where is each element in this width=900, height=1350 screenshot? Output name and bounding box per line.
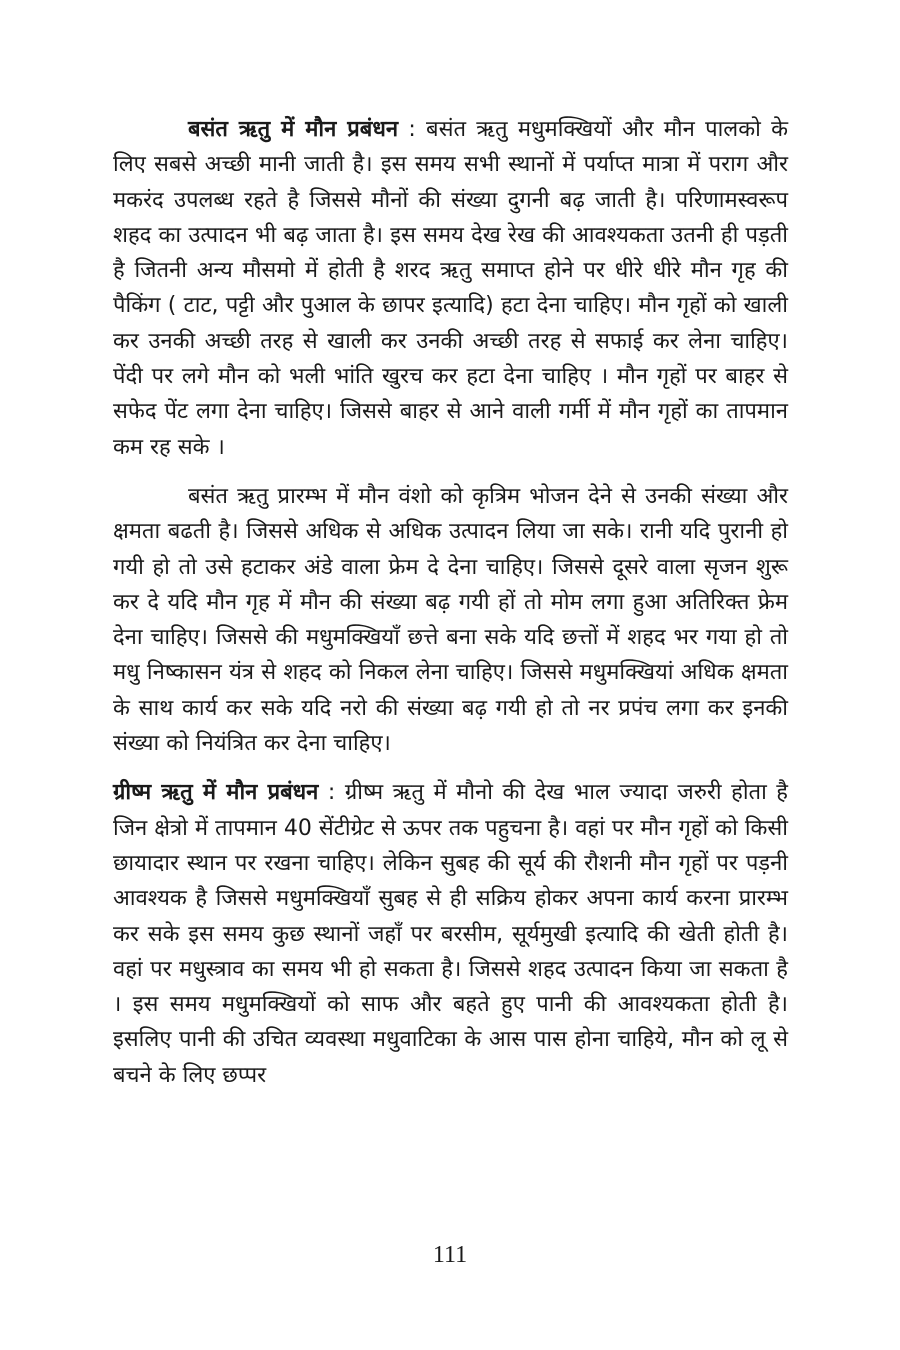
paragraph-spring-management [113,112,788,465]
paragraph-summer-management [113,775,788,1093]
paragraph-spring-feeding [113,479,788,761]
paragraph-text: : ग्रीष्म ऋतु में मौनो की देख भाल ज्यादा जरुरी होता है जिन क्षेत्रो में तापमान 40 सेंटीग्रेट से ऊपर तक पहुचना है। वहां पर मौन गृहों को किसी छायादार स्थान पर रखना चाहिए। लेकिन सुबह की सूर्य की रौशनी मौन गृहों पर पड़नी आवश्यक है जिससे मधुमक्खियाँ सुबह से ही सक्रिय होकर अपना कार्य करना प्रारम्भ कर सके इस समय कुछ स्थानों जहाँ पर बरसीम, सूर्यमुखी इत्यादि की खेती होती है। वहां पर मधुस्त्राव का समय भी हो सकता है। जिससे शहद उत्पादन किया जा सकता है । इस समय मधुमक्खियों को साफ और बहते हुए पानी की आवश्यकता होती है। इसलिए पानी की उचित व्यवस्था मधुवाटिका के आस पास होना चाहिये, मौन को लू से बचने के लिए छप्पर [113,780,788,1088]
paragraph-text: : बसंत ऋतु मधुमक्खियों और मौन पालको के लिए सबसे अच्छी मानी जाती है। इस समय सभी स्थानों में पर्याप्त मात्रा में पराग और मकरंद उपलब्ध रहते है जिससे मौनों की संख्या दुगनी बढ़ जाती है। परिणामस्वरूप शहद का उत्पादन भी बढ़ जाता है। इस समय देख रेख की आवश्यकता उतनी ही पड़ती है जितनी अन्य मौसमो में होती है शरद ऋतु समाप्त होने पर धीरे धीरे मौन गृह की पैकिंग ( टाट, पट्टी और पुआल के छापर इत्यादि) हटा देना चाहिए। मौन गृहों को खाली कर उनकी अच्छी तरह से खाली कर उनकी अच्छी तरह से सफाई कर लेना चाहिए। पेंदी पर लगे मौन को भली भांति खुरच कर हटा देना चाहिए । मौन गृहों पर बाहर से सफेद पेंट लगा देना चाहिए। जिससे बाहर से आने वाली गर्मी में मौन गृहों का तापमान कम रह सके । [113,117,788,460]
page-number: 111 [432,1242,468,1268]
page-body [113,112,788,1093]
section-heading-summer: ग्रीष्म ऋतु में मौन प्रबंधन [113,780,319,806]
paragraph-text: बसंत ऋतु प्रारम्भ में मौन वंशो को कृत्रिम भोजन देने से उनकी संख्या और क्षमता बढती है। जिससे अधिक से अधिक उत्पादन लिया जा सके। रानी यदि पुरानी हो गयी हो तो उसे हटाकर अंडे वाला फ्रेम दे देना चाहिए। जिससे दूसरे वाला सृजन शुरू कर दे यदि मौन गृह में मौन की संख्या बढ़ गयी हों तो मोम लगा हुआ अतिरिक्त फ्रेम देना चाहिए। जिससे की मधुमक्खियाँ छत्ते बना सके यदि छत्तों में शहद भर गया हो तो मधु निष्कासन यंत्र से शहद को निकल लेना चाहिए। जिससे मधुमक्खियां अधिक क्षमता के साथ कार्य कर सके यदि नरो की संख्या बढ़ गयी हो तो नर प्रपंच लगा कर इनकी संख्या को नियंत्रित कर देना चाहिए। [113,483,788,757]
section-heading-spring: बसंत ऋतु में मौन प्रबंधन [188,117,399,142]
